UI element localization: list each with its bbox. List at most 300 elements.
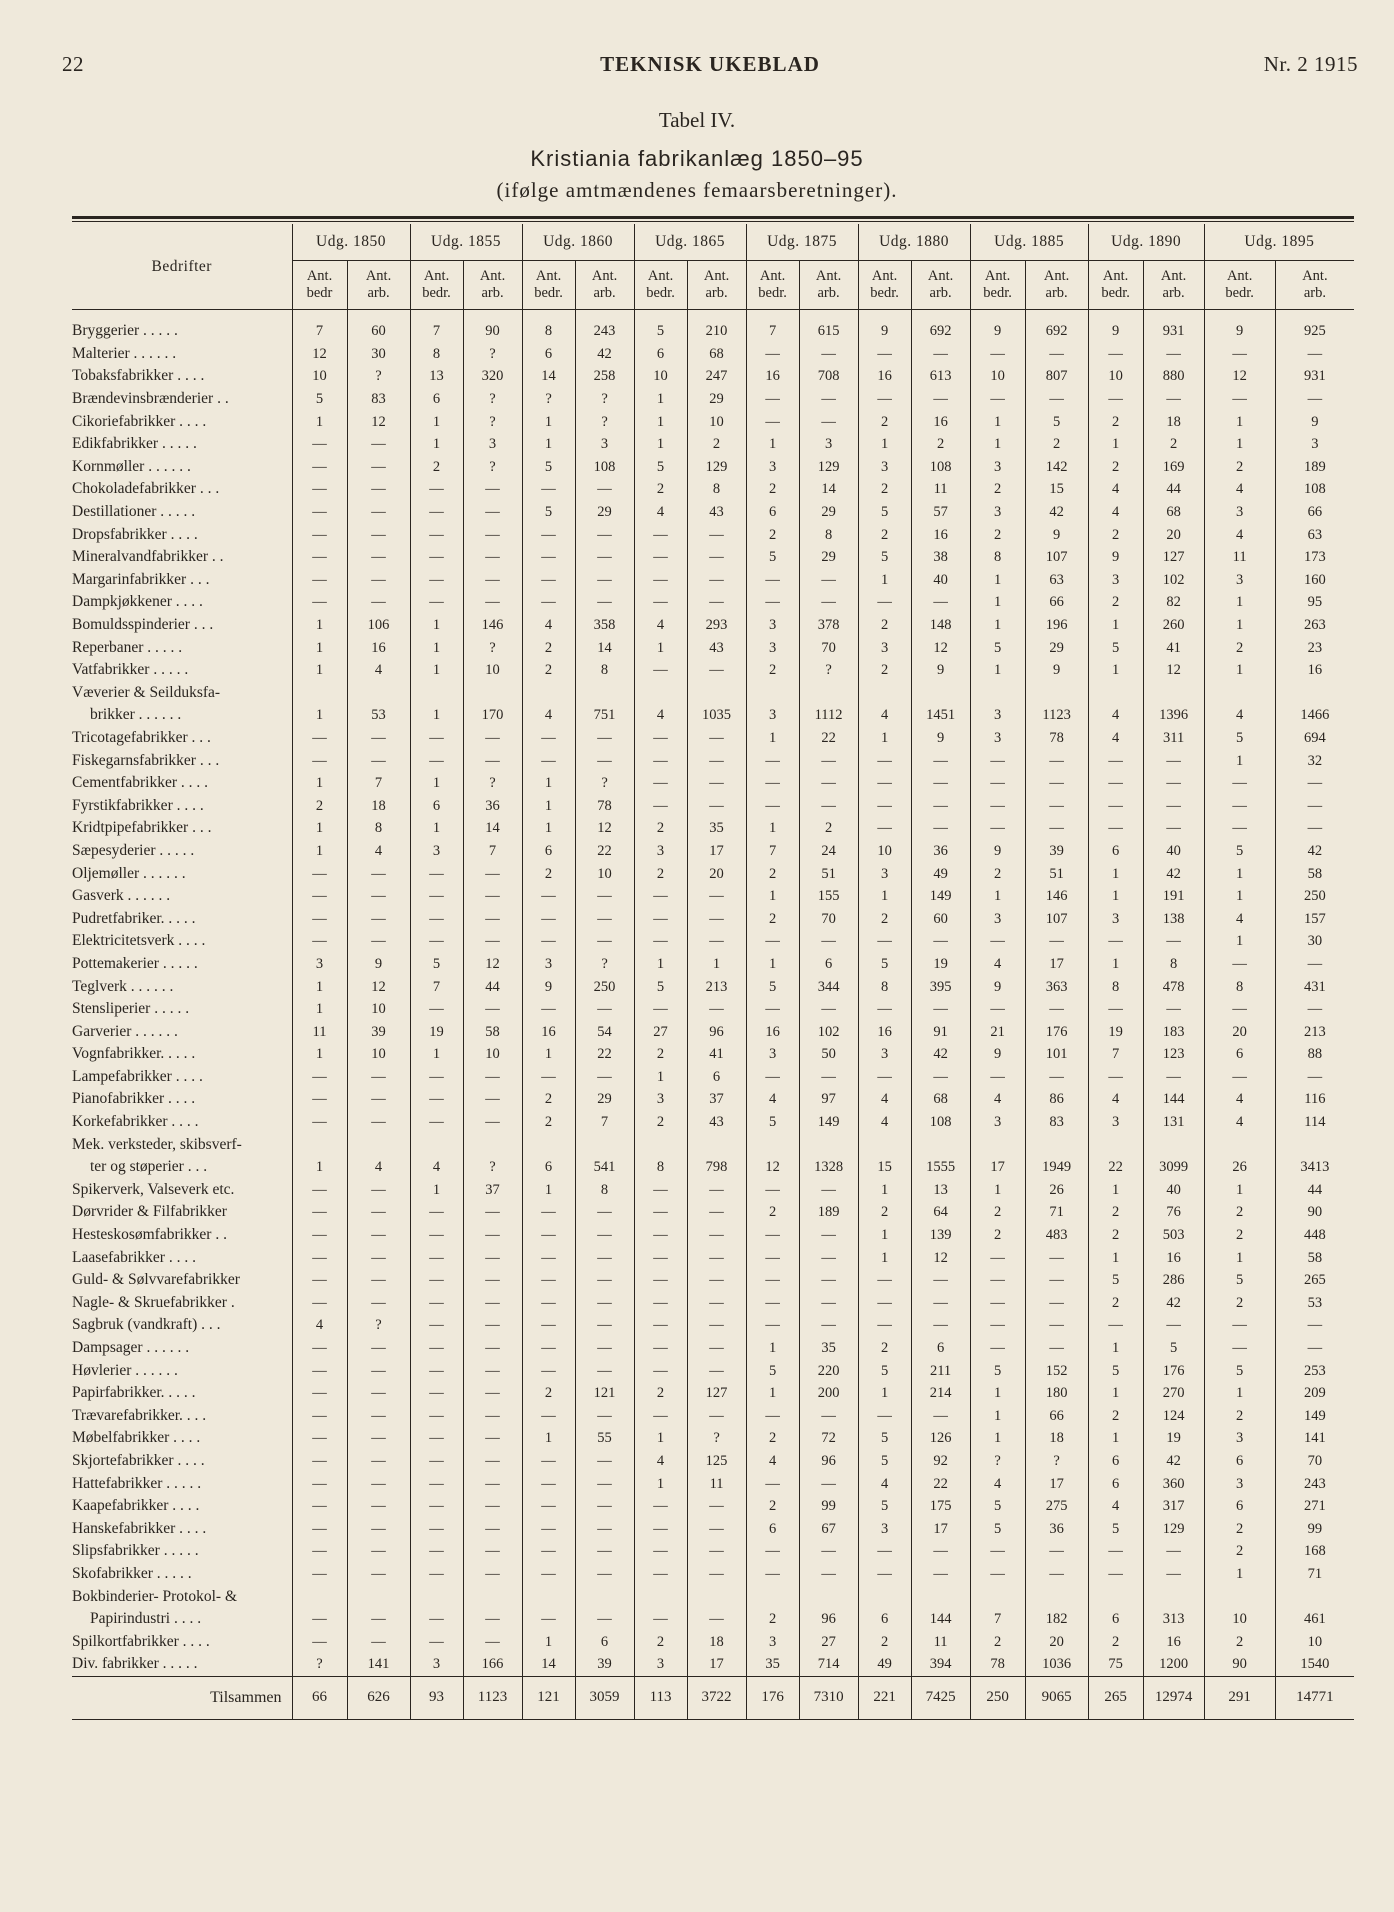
cell-arb: 124: [1143, 1405, 1204, 1428]
cell-arb: 71: [1275, 1563, 1354, 1586]
cell-bedr: 2: [970, 1224, 1025, 1247]
cell-bedr: 1: [1088, 1337, 1143, 1360]
cell-arb: 102: [799, 1020, 858, 1043]
cell-bedr: [746, 1133, 799, 1156]
cell-bedr: 8: [410, 343, 463, 366]
subheader-line: Ant.: [365, 268, 392, 284]
cell-bedr: 2: [1204, 1224, 1275, 1247]
cell-arb: 108: [911, 1111, 970, 1134]
cell-arb: 90: [463, 310, 522, 343]
cell-arb: 9: [911, 727, 970, 750]
cell-bedr: 78: [970, 1653, 1025, 1676]
page-header: [62, 52, 1358, 84]
cell-arb: 19: [911, 953, 970, 976]
cell-bedr: —: [858, 591, 911, 614]
cell-bedr: —: [858, 1540, 911, 1563]
cell-bedr: —: [292, 1066, 347, 1089]
cell-bedr: —: [292, 1630, 347, 1653]
cell-arb: 97: [799, 1088, 858, 1111]
cell-bedr: 3: [858, 1043, 911, 1066]
cell-arb: 43: [687, 1111, 746, 1134]
cell-arb: —: [575, 930, 634, 953]
cell-bedr: 5: [1204, 840, 1275, 863]
cell-bedr: 5: [1204, 1359, 1275, 1382]
industry-name: Høvlerier . . . . . .: [72, 1361, 178, 1379]
cell-bedr: 4: [292, 1314, 347, 1337]
cell-arb: —: [1025, 772, 1088, 795]
subheader-line: Ant.: [647, 268, 674, 284]
cell-arb: 155: [799, 885, 858, 908]
cell-bedr: 7: [746, 840, 799, 863]
cell-bedr: 1: [634, 953, 687, 976]
cell-bedr: —: [634, 1201, 687, 1224]
cell-arb: 141: [347, 1653, 410, 1676]
cell-bedr: 3: [1204, 501, 1275, 524]
cell-arb: 3: [463, 433, 522, 456]
table-row: [72, 975, 1354, 998]
cell-bedr: —: [292, 1427, 347, 1450]
cell-arb: —: [463, 1359, 522, 1382]
cell-bedr: —: [410, 1314, 463, 1337]
cell-bedr: 3: [292, 953, 347, 976]
cell-bedr: —: [634, 1405, 687, 1428]
industry-name: Lampefabrikker . . . .: [72, 1067, 203, 1085]
cell-arb: 8: [1143, 953, 1204, 976]
cell-arb: 49: [911, 862, 970, 885]
cell-arb: 18: [687, 1630, 746, 1653]
cell-bedr: 1: [634, 1472, 687, 1495]
cell-bedr: 2: [634, 1043, 687, 1066]
journal-title: TEKNISK UKEBLAD: [600, 52, 820, 76]
cell-arb: 53: [347, 704, 410, 727]
cell-bedr: —: [522, 1292, 575, 1315]
cell-arb: 42: [575, 343, 634, 366]
cell-arb: [463, 682, 522, 705]
cell-arb: —: [463, 1495, 522, 1518]
cell-arb: 22: [575, 840, 634, 863]
cell-arb: 394: [911, 1653, 970, 1676]
cell-bedr: —: [970, 998, 1025, 1021]
cell-bedr: —: [292, 1201, 347, 1224]
cell-arb: 16: [1143, 1630, 1204, 1653]
cell-arb: 541: [575, 1156, 634, 1179]
cell-arb: 148: [911, 614, 970, 637]
industry-name: Trævarefabrikker. . . .: [72, 1406, 207, 1424]
cell-arb: 798: [687, 1156, 746, 1179]
cell-bedr: —: [522, 1201, 575, 1224]
industry-name: Dampkjøkkener . . . .: [72, 593, 203, 611]
cell-bedr: 3: [746, 1043, 799, 1066]
cell-arb: —: [799, 749, 858, 772]
cell-bedr: 1: [292, 998, 347, 1021]
table-row: [72, 682, 1354, 705]
cell-bedr: —: [292, 591, 347, 614]
cell-arb: 10: [463, 1043, 522, 1066]
cell-bedr: 2: [522, 636, 575, 659]
cell-bedr: 4: [410, 1156, 463, 1179]
cell-bedr: 3: [858, 456, 911, 479]
cell-bedr: 2: [970, 478, 1025, 501]
cell-arb: —: [463, 727, 522, 750]
cell-arb: —: [799, 1246, 858, 1269]
cell-bedr: —: [634, 591, 687, 614]
cell-bedr: —: [1204, 794, 1275, 817]
subheader-bedr: [410, 261, 463, 310]
cell-bedr: 1: [522, 433, 575, 456]
table-row: [72, 1201, 1354, 1224]
cell-bedr: 2: [746, 1201, 799, 1224]
cell-arb: 63: [1275, 523, 1354, 546]
cell-arb: 95: [1275, 591, 1354, 614]
cell-bedr: [1204, 1585, 1275, 1608]
cell-arb: 16: [1275, 659, 1354, 682]
total-bedr: 176: [746, 1676, 799, 1719]
subheader-line: Ant.: [1226, 268, 1253, 284]
cell-bedr: 5: [746, 546, 799, 569]
cell-arb: —: [799, 343, 858, 366]
table-row: [72, 1111, 1354, 1134]
cell-arb: —: [347, 501, 410, 524]
cell-arb: ?: [463, 636, 522, 659]
cell-bedr: 12: [292, 343, 347, 366]
cell-arb: 6: [575, 1630, 634, 1653]
cell-bedr: —: [746, 1224, 799, 1247]
cell-bedr: ?: [292, 1653, 347, 1676]
subheader-arb: [463, 261, 522, 310]
cell-arb: 7: [347, 772, 410, 795]
cell-arb: 15: [1025, 478, 1088, 501]
cell-bedr: 2: [1204, 1292, 1275, 1315]
table-subtitle: (ifølge amtmændenes femaarsberetninger).: [496, 178, 898, 202]
cell-bedr: 20: [1204, 1020, 1275, 1043]
cell-bedr: 4: [1088, 704, 1143, 727]
total-arb: 1123: [463, 1676, 522, 1719]
cell-bedr: 15: [858, 1156, 911, 1179]
cell-arb: [911, 682, 970, 705]
cell-arb: 149: [799, 1111, 858, 1134]
cell-bedr: [1204, 1133, 1275, 1156]
cell-arb: —: [575, 1292, 634, 1315]
cell-arb: 20: [1143, 523, 1204, 546]
table-row: [72, 1337, 1354, 1360]
cell-arb: ?: [687, 1427, 746, 1450]
cell-arb: 3413: [1275, 1156, 1354, 1179]
cell-arb: 176: [1143, 1359, 1204, 1382]
cell-bedr: 2: [1088, 1224, 1143, 1247]
cell-bedr: —: [292, 1540, 347, 1563]
industry-name: Mineralvandfabrikker . .: [72, 548, 224, 566]
cell-bedr: 2: [858, 1630, 911, 1653]
cell-arb: 182: [1025, 1608, 1088, 1631]
cell-bedr: —: [292, 1179, 347, 1202]
cell-arb: 10: [347, 1043, 410, 1066]
cell-arb: [1275, 1585, 1354, 1608]
cell-arb: 42: [1143, 862, 1204, 885]
cell-bedr: 2: [746, 478, 799, 501]
cell-bedr: —: [410, 1066, 463, 1089]
cell-bedr: —: [410, 1472, 463, 1495]
cell-arb: 30: [347, 343, 410, 366]
cell-bedr: 5: [858, 953, 911, 976]
industry-name: Pianofabrikker . . . .: [72, 1090, 196, 1108]
table-row: [72, 1088, 1354, 1111]
cell-bedr: 4: [1204, 1111, 1275, 1134]
cell-arb: 29: [799, 501, 858, 524]
cell-bedr: 2: [1088, 1405, 1143, 1428]
cell-arb: —: [463, 1427, 522, 1450]
cell-bedr: —: [410, 1224, 463, 1247]
cell-bedr: [634, 1133, 687, 1156]
industry-name: Destillationer . . . . .: [72, 503, 196, 521]
cell-arb: —: [687, 591, 746, 614]
subheader-line: Ant.: [535, 268, 562, 284]
cell-bedr: —: [1204, 953, 1275, 976]
cell-bedr: 1: [1204, 433, 1275, 456]
cell-arb: 213: [687, 975, 746, 998]
cell-arb: 41: [687, 1043, 746, 1066]
cell-bedr: —: [746, 930, 799, 953]
cell-bedr: 1: [858, 1224, 911, 1247]
cell-arb: ?: [463, 1156, 522, 1179]
cell-arb: —: [687, 1405, 746, 1428]
cell-bedr: —: [858, 388, 911, 411]
cell-arb: —: [575, 1201, 634, 1224]
cell-bedr: 2: [634, 1382, 687, 1405]
cell-bedr: 1: [746, 1337, 799, 1360]
cell-bedr: 1: [1088, 885, 1143, 908]
cell-bedr: —: [634, 1246, 687, 1269]
cell-bedr: 1: [970, 591, 1025, 614]
cell-bedr: —: [858, 1314, 911, 1337]
table-row: [72, 1156, 1354, 1179]
cell-bedr: 3: [858, 636, 911, 659]
cell-bedr: ?: [970, 1450, 1025, 1473]
cell-bedr: 6: [522, 840, 575, 863]
cell-arb: —: [575, 523, 634, 546]
cell-bedr: 2: [858, 410, 911, 433]
cell-arb: 129: [799, 456, 858, 479]
cell-bedr: —: [292, 1472, 347, 1495]
cell-bedr: [522, 1585, 575, 1608]
cell-arb: —: [575, 1337, 634, 1360]
cell-arb: —: [347, 1088, 410, 1111]
cell-bedr: 3: [858, 862, 911, 885]
cell-bedr: 4: [858, 1111, 911, 1134]
cell-arb: —: [687, 885, 746, 908]
cell-arb: 83: [347, 388, 410, 411]
cell-arb: —: [463, 523, 522, 546]
cell-bedr: —: [292, 501, 347, 524]
cell-arb: —: [463, 930, 522, 953]
cell-arb: 694: [1275, 727, 1354, 750]
cell-bedr: 1: [858, 1382, 911, 1405]
cell-bedr: [1088, 1133, 1143, 1156]
cell-arb: 14: [463, 817, 522, 840]
cell-bedr: —: [292, 1269, 347, 1292]
cell-arb: —: [347, 907, 410, 930]
cell-arb: —: [1025, 343, 1088, 366]
table-row: [72, 1405, 1354, 1428]
cell-arb: —: [911, 772, 970, 795]
cell-arb: —: [347, 478, 410, 501]
cell-bedr: —: [634, 1517, 687, 1540]
subheader-arb: [1025, 261, 1088, 310]
cell-arb: 7: [575, 1111, 634, 1134]
cell-arb: —: [911, 794, 970, 817]
cell-arb: ?: [463, 388, 522, 411]
cell-arb: [1275, 682, 1354, 705]
cell-bedr: 2: [746, 862, 799, 885]
subheader-bedr: [292, 261, 347, 310]
cell-bedr: —: [1088, 930, 1143, 953]
cell-arb: —: [575, 569, 634, 592]
cell-arb: —: [1275, 1314, 1354, 1337]
subheader-line: arb.: [1045, 285, 1068, 301]
cell-bedr: —: [410, 749, 463, 772]
cell-arb: —: [463, 501, 522, 524]
cell-bedr: —: [292, 885, 347, 908]
cell-bedr: 11: [292, 1020, 347, 1043]
cell-bedr: —: [1088, 1314, 1143, 1337]
cell-bedr: 3: [634, 1088, 687, 1111]
cell-arb: 243: [1275, 1472, 1354, 1495]
cell-arb: —: [463, 1472, 522, 1495]
cell-bedr: —: [410, 591, 463, 614]
cell-bedr: —: [410, 1450, 463, 1473]
cell-arb: 149: [1275, 1405, 1354, 1428]
cell-bedr: —: [410, 501, 463, 524]
cell-arb: 1112: [799, 704, 858, 727]
cell-arb: ?: [463, 410, 522, 433]
cell-arb: —: [687, 794, 746, 817]
subheader-line: bedr.: [534, 285, 563, 301]
cell-bedr: 2: [1204, 1630, 1275, 1653]
subheader-arb: [687, 261, 746, 310]
cell-arb: 363: [1025, 975, 1088, 998]
cell-arb: 106: [347, 614, 410, 637]
cell-arb: 4: [347, 659, 410, 682]
cell-bedr: 6: [746, 1517, 799, 1540]
cell-arb: 127: [1143, 546, 1204, 569]
cell-arb: 880: [1143, 365, 1204, 388]
cell-bedr: [1088, 682, 1143, 705]
cell-arb: 12: [911, 636, 970, 659]
cell-arb: 76: [1143, 1201, 1204, 1224]
cell-arb: [799, 1585, 858, 1608]
cell-arb: —: [575, 1405, 634, 1428]
cell-arb: 29: [575, 501, 634, 524]
cell-bedr: —: [292, 1517, 347, 1540]
cell-arb: —: [347, 1224, 410, 1247]
cell-bedr: —: [1088, 1066, 1143, 1089]
cell-arb: —: [1025, 998, 1088, 1021]
cell-arb: 36: [911, 840, 970, 863]
cell-arb: 30: [1275, 930, 1354, 953]
cell-arb: 1555: [911, 1156, 970, 1179]
cell-bedr: 5: [858, 1495, 911, 1518]
cell-arb: 1123: [1025, 704, 1088, 727]
cell-bedr: 2: [634, 817, 687, 840]
cell-arb: —: [1143, 930, 1204, 953]
cell-bedr: 10: [292, 365, 347, 388]
cell-bedr: 2: [522, 1088, 575, 1111]
cell-bedr: [292, 682, 347, 705]
cell-bedr: 4: [746, 1088, 799, 1111]
cell-bedr: —: [634, 1314, 687, 1337]
cell-bedr: —: [292, 523, 347, 546]
subheader-line: arb.: [1303, 285, 1326, 301]
cell-bedr: 8: [1088, 975, 1143, 998]
cell-bedr: 2: [970, 1201, 1025, 1224]
cell-bedr: 5: [970, 636, 1025, 659]
industry-name: Vatfabrikker . . . . .: [72, 661, 189, 679]
cell-arb: —: [1275, 794, 1354, 817]
subheader-line: arb.: [817, 285, 840, 301]
cell-arb: —: [347, 1608, 410, 1631]
cell-bedr: —: [522, 591, 575, 614]
cell-arb: —: [347, 862, 410, 885]
cell-bedr: 2: [634, 862, 687, 885]
cell-bedr: —: [746, 410, 799, 433]
cell-bedr: [522, 682, 575, 705]
cell-arb: —: [1025, 388, 1088, 411]
cell-arb: 17: [911, 1517, 970, 1540]
cell-bedr: 10: [1088, 365, 1143, 388]
cell-arb: 176: [1025, 1020, 1088, 1043]
cell-arb: 271: [1275, 1495, 1354, 1518]
cell-arb: 139: [911, 1224, 970, 1247]
cell-arb: 29: [575, 1088, 634, 1111]
cell-bedr: —: [292, 478, 347, 501]
cell-arb: —: [799, 1314, 858, 1337]
cell-bedr: —: [292, 862, 347, 885]
cell-arb: —: [347, 1359, 410, 1382]
cell-arb: 41: [1143, 636, 1204, 659]
cell-bedr: —: [292, 433, 347, 456]
cell-bedr: 1: [410, 817, 463, 840]
cell-bedr: —: [292, 546, 347, 569]
cell-arb: 131: [1143, 1111, 1204, 1134]
subheader-line: arb.: [481, 285, 504, 301]
cell-bedr: —: [522, 1495, 575, 1518]
table-row: [72, 1630, 1354, 1653]
cell-arb: 10: [687, 410, 746, 433]
cell-arb: —: [799, 569, 858, 592]
cell-bedr: —: [292, 1088, 347, 1111]
cell-bedr: 1: [1204, 885, 1275, 908]
cell-arb: —: [1025, 1269, 1088, 1292]
cell-arb: —: [1025, 1563, 1088, 1586]
cell-arb: 275: [1025, 1495, 1088, 1518]
subheader-line: Ant.: [927, 268, 954, 284]
total-arb: 14771: [1275, 1676, 1354, 1719]
cell-bedr: 75: [1088, 1653, 1143, 1676]
cell-arb: 141: [1275, 1427, 1354, 1450]
table-row: [72, 591, 1354, 614]
cell-bedr: [522, 1133, 575, 1156]
cell-bedr: 3: [970, 1111, 1025, 1134]
cell-bedr: —: [634, 1495, 687, 1518]
cell-bedr: 1: [522, 794, 575, 817]
total-bedr: 113: [634, 1676, 687, 1719]
table-row: [72, 410, 1354, 433]
cell-bedr: —: [522, 1450, 575, 1473]
cell-bedr: 9: [522, 975, 575, 998]
data-table: [72, 224, 1354, 1720]
cell-bedr: 4: [1204, 704, 1275, 727]
cell-bedr: 1: [1204, 1179, 1275, 1202]
cell-bedr: 1: [292, 817, 347, 840]
